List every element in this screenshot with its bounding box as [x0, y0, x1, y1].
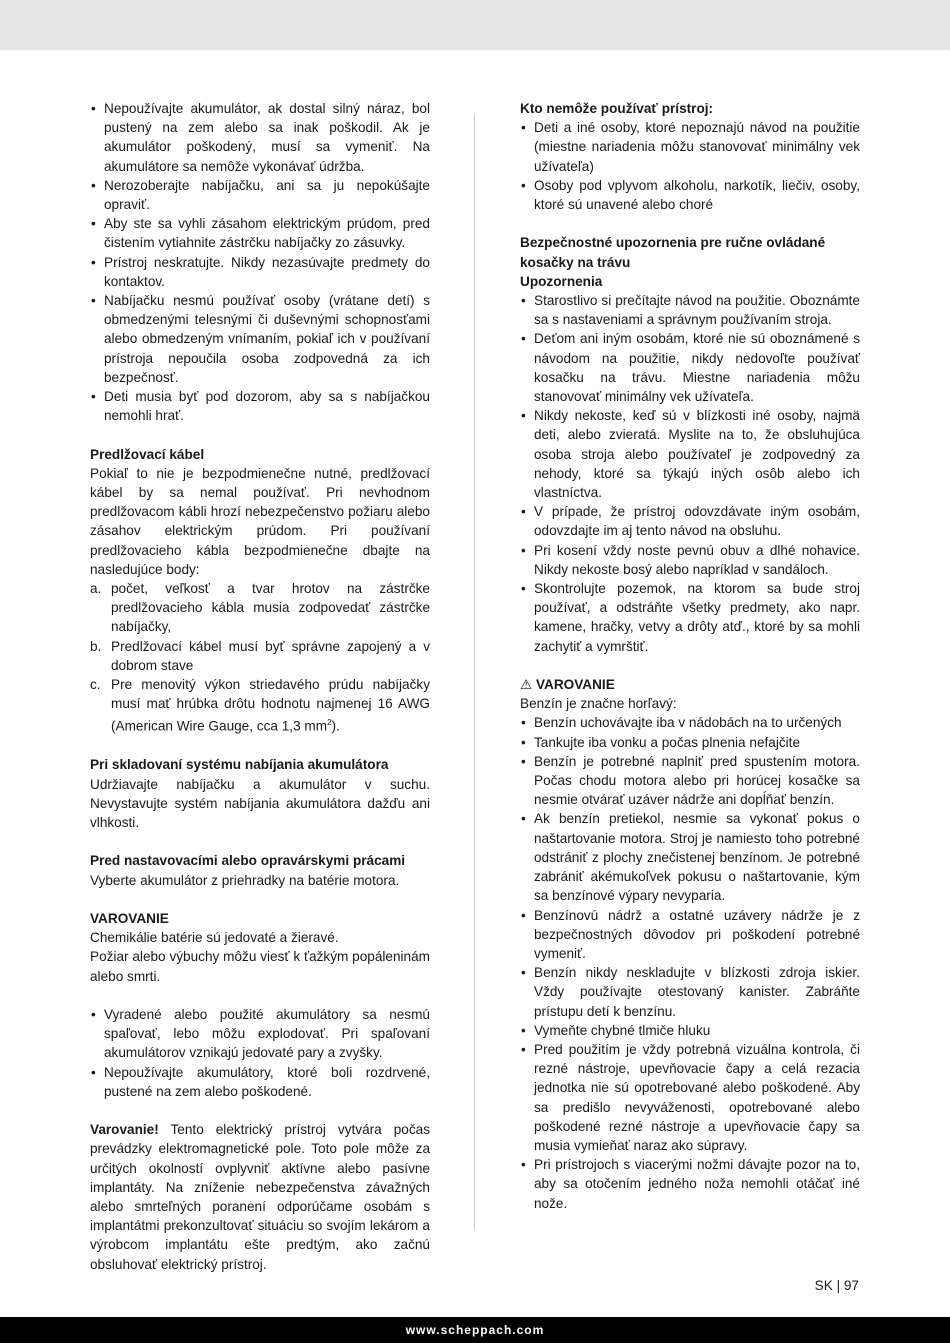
list-item: • V prípade, že prístroj odovzdávate iným osobám, odovzdajte im aj tento návod na obsluhu. — [520, 502, 860, 540]
header-band — [0, 0, 950, 50]
footer-bar — [0, 1317, 950, 1343]
fuel-warning-label: VAROVANIE — [535, 677, 615, 693]
list-text: Pre menovitý výkon striedavého prúdu nabíjačky musí mať hrúbka drôtu hodnotu najmenej 16 AWG (American Wire Gauge, cca 1,3 mm — [111, 677, 430, 735]
extension-cable-text: Pokiaľ to nie je bezpodmienečne nutné, predlžovací kábel by sa nemal používať. Pri nevhodnom predlžovacom kábli hrozí nebezpečenstvo požiaru alebo zásahov elektrickým prúdom. Pri používaní predlžovacieho kábla bezpodmienečne dbajte na nasledujúce body: — [90, 465, 430, 577]
right-column — [520, 99, 860, 1213]
list-item: • Vymeňte chybné tlmiče hluku — [520, 1021, 860, 1040]
list-item: • Nepoužívajte akumulátory, ktoré boli rozdrvené, pustené na zem alebo poškodené. — [90, 1063, 430, 1101]
list-text-end: ). — [331, 719, 340, 735]
list-marker: a. — [90, 581, 102, 597]
list-marker: c. — [90, 677, 101, 693]
list-item — [90, 579, 430, 637]
warning-triangle-icon: ⚠ — [520, 677, 533, 693]
list-item: • Osoby pod vplyvom alkoholu, narkotík, liečiv, osoby, ktoré sú unavené alebo choré — [520, 176, 860, 214]
extension-cable-heading: Predlžovací kábel — [90, 446, 205, 462]
extension-cable-list — [90, 579, 430, 736]
list-item: • Nerozoberajte nabíjačku, ani sa ju nepokúšajte opraviť. — [90, 176, 430, 214]
list-item: • Benzín nikdy neskladujte v blízkosti zdroja iskier. Vždy používajte otestovaný kanister. Zabráňte prístupu detí k benzínu. — [520, 963, 860, 1021]
list-item: • Benzín je potrebné naplniť pred spustením motora. Počas chodu motora alebo pri horúcej kosačke sa nesmie otvárať uzáver nádrže ani dopĺňať benzín. — [520, 752, 860, 810]
list-item: • Aby ste sa vyhli zásahom elektrickým prúdom, pred čistením vytiahnite zástrčku nabíjačky zo zásuvky. — [90, 214, 430, 252]
repair-text: Vyberte akumulátor z priehradky na batérie motora. — [90, 872, 400, 888]
list-item: • Skontrolujte pozemok, na ktorom sa bude stroj používať, a odstráňte všetky predmety, ako napr. kamene, hračky, vetvy a drôty atď., ktoré by sa mohli zachytiť a vymrštiť. — [520, 579, 860, 656]
notices-heading: Upozornenia — [520, 273, 603, 289]
list-item: • Pri kosení vždy noste pevnú obuv a dlhé nohavice. Nikdy nekoste bosý alebo napríklad v sandáloch. — [520, 541, 860, 579]
list-item: • Nabíjačku nesmú používať osoby (vrátane detí) s obmedzenými telesnými či duševnými schopnosťami alebo obmedzeným vnímaním, pokiaľ ich v používaní prístroja nepoučila osoba zodpovedná za ich bezpečnosť. — [90, 291, 430, 387]
list-text: počet, veľkosť a tvar hrotov na zástrčke predlžovacieho kábla musia zodpovedať zástrčke nabíjačky, — [111, 581, 430, 635]
list-item — [90, 675, 430, 736]
list-item: • Deti a iné osoby, ktoré nepoznajú návod na použitie (miestne nariadenia môžu stanovovať minimálny vek užívateľa) — [520, 118, 860, 176]
emf-warning-text: Tento elektrický prístroj vytvára počas prevádzky elektromagnetické pole. Toto pole môže za určitých okolností ovplyvniť aktívne alebo pasívne implantáty. Na zníženie nebezpečenstva závažných alebo smrteľných poranení odporúčame osobám s implantátmi prekonzultovať situáciu so svojím lekárom a výrobcom implantátu ešte predtým, ako začnú obsluhovať elektrický prístroj. — [90, 1122, 430, 1272]
battery-disposal-list — [90, 1005, 430, 1101]
list-item: • Benzínovú nádrž a ostatné uzávery nádrže je z bezpečnostných dôvodov pri poškodení potrebné vymeniť. — [520, 906, 860, 964]
list-item: • Deťom ani iným osobám, ktoré nie sú oboznámené s návodom na použitie, nikdy nedovoľte používať kosačku na trávu. Miestne nariadenia môžu stanovovať minimálny vek užívateľa. — [520, 329, 860, 406]
mower-safety-heading: Bezpečnostné upozornenia pre ručne ovládané kosačky na trávu — [520, 235, 826, 270]
fuel-warning-heading — [520, 675, 860, 694]
list-item: • Vyradené alebo použité akumulátory sa nesmú spaľovať, lebo môžu explodovať. Pri spaľovaní akumulátorov vznikajú jedovaté pary a zvyšky. — [90, 1005, 430, 1063]
who-cannot-use-heading: Kto nemôže používať prístroj: — [520, 101, 714, 116]
list-item: • Pred použitím je vždy potrebná vizuálna kontrola, či rezné nástroje, upevňovacie čapy a celá rezacia jednotka nie sú opotrebované alebo poškodené. Aby sa predišlo nevyváženosti, opotrebované alebo poškodené rezné nástroje a upevňovacie čapy sa musia vymieňať naraz ako súpravy. — [520, 1040, 860, 1155]
left-column — [90, 99, 430, 1274]
repair-heading: Pred nastavovacími alebo opravárskymi prácami — [90, 853, 406, 869]
battery-warning-line: Požiar alebo výbuchy môžu viesť k ťažkým popáleninám alebo smrti. — [90, 949, 430, 984]
list-item: • Deti musia byť pod dozorom, aby sa s nabíjačkou nemohli hrať. — [90, 387, 430, 425]
page-number: SK | 97 — [814, 1278, 859, 1293]
column-divider — [474, 114, 475, 1230]
notices-list — [520, 291, 860, 656]
list-item — [90, 637, 430, 675]
emf-warning-paragraph — [90, 1120, 430, 1274]
list-item: • Starostlivo si prečítajte návod na použitie. Oboznámte sa s nastaveniami a správnym používaním stroja. — [520, 291, 860, 329]
list-text: Predlžovací kábel musí byť správne zapojený a v dobrom stave — [111, 638, 430, 673]
battery-warning-line: Chemikálie batérie sú jedovaté a žieravé. — [90, 930, 339, 946]
list-item: • Benzín uchovávajte iba v nádobách na to určených — [520, 713, 860, 732]
list-marker: b. — [90, 638, 102, 654]
fuel-warning-intro: Benzín je značne horľavý: — [520, 696, 677, 712]
superscript: 2 — [327, 718, 332, 728]
list-item: • Pri prístrojoch s viacerými nožmi dávajte pozor na to, aby sa otočením jedného noža nemohli otáčať iné nože. — [520, 1155, 860, 1213]
list-item: • Tankujte iba vonku a počas plnenia nefajčite — [520, 733, 860, 752]
list-item: • Nikdy nekoste, keď sú v blízkosti iné osoby, najmä deti, alebo zvieratá. Myslite na to, že obsluhujúca osoba stroja alebo používateľ je zodpovedný za nehody, ktoré sa týkajú iných osôb alebo ich vlastníctva. — [520, 406, 860, 502]
fuel-safety-list — [520, 713, 860, 1212]
storage-text: Udržiavajte nabíjačku a akumulátor v suchu. Nevystavujte systém nabíjania akumulátora dažďu ani vlhkosti. — [90, 776, 430, 831]
footer-url: www.scheppach.com — [405, 1323, 545, 1337]
emf-warning-label: Varovanie! — [90, 1122, 159, 1138]
charger-safety-list — [90, 99, 430, 425]
list-item: • Prístroj neskratujte. Nikdy nezasúvajte predmety do kontaktov. — [90, 253, 430, 291]
list-item: • Nepoužívajte akumulátor, ak dostal silný náraz, bol pustený na zem alebo sa inak poškodil. Ak je akumulátor poškodený, musí sa vymeniť. Na akumulátore sa nemôže vykonávať údržba. — [90, 99, 430, 176]
who-cannot-use-list — [520, 118, 860, 214]
battery-warning-heading: VAROVANIE — [90, 911, 169, 926]
list-item: • Ak benzín pretiekol, nesmie sa vykonať pokus o naštartovanie motora. Stroj je namiesto toho potrebné odstrániť z plochy znečistenej benzínom. Je potrebné zabrániť akémukoľvek pokusu o naštartovanie, kým sa benzínové výpary nevyparia. — [520, 809, 860, 905]
storage-heading: Pri skladovaní systému nabíjania akumulátora — [90, 757, 389, 773]
